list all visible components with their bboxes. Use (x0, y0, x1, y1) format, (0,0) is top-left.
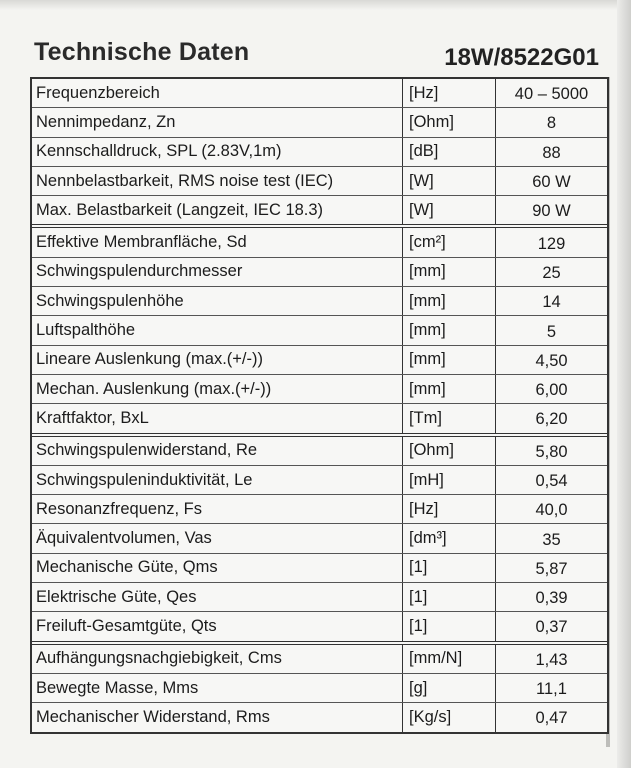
value-cell: 0,47 (535, 709, 568, 728)
value-cell: 8 (546, 114, 557, 133)
page-title: Technische Daten (34, 38, 250, 66)
spec-table (30, 77, 609, 734)
page-top-edge (0, 0, 631, 10)
value-cell: 25 (542, 263, 561, 282)
spec-group (32, 433, 607, 641)
table-row (32, 645, 607, 673)
parameter-cell: Schwingspuleninduktivität, Le (32, 466, 403, 494)
unit-cell: [Kg/s] (403, 703, 496, 731)
table-row (32, 107, 607, 136)
parameter-cell: Kraftfaktor, BxL (32, 404, 403, 432)
value-cell: 129 (537, 234, 566, 253)
spec-group (32, 79, 607, 224)
table-row (32, 702, 607, 731)
unit-cell: [W] (403, 196, 496, 224)
table-row (32, 437, 607, 465)
spec-group (32, 641, 607, 732)
parameter-cell: Äquivalentvolumen, Vas (32, 524, 403, 552)
unit-cell: [g] (403, 674, 496, 702)
unit-cell: [mm] (403, 287, 496, 315)
value-cell: 88 (542, 143, 561, 162)
unit-cell: [Ohm] (403, 437, 496, 465)
value-cell: 60 W (532, 173, 571, 192)
table-row (32, 228, 607, 256)
spec-group (32, 224, 607, 432)
unit-cell: [Tm] (403, 404, 496, 432)
value-cell: 0,37 (535, 618, 568, 637)
parameter-cell: Bewegte Masse, Mms (32, 674, 403, 702)
table-row (32, 195, 607, 224)
value-cell: 5 (546, 322, 557, 341)
unit-cell: [mm/N] (403, 645, 496, 673)
table-row (32, 465, 607, 494)
parameter-cell: Mechan. Auslenkung (max.(+/-)) (32, 375, 403, 403)
value-cell: 1,43 (535, 650, 568, 669)
value-cell: 6,00 (535, 381, 568, 400)
parameter-cell: Schwingspulendurchmesser (32, 258, 403, 286)
unit-cell: [Hz] (403, 495, 496, 523)
parameter-cell: Max. Belastbarkeit (Langzeit, IEC 18.3) (32, 196, 403, 224)
unit-cell: [dm³] (403, 524, 496, 552)
unit-cell: [dB] (403, 138, 496, 166)
unit-cell: [Hz] (403, 79, 496, 107)
parameter-cell: Nennimpedanz, Zn (32, 108, 403, 136)
value-cell: 5,80 (535, 442, 568, 461)
parameter-cell: Lineare Auslenkung (max.(+/-)) (32, 346, 403, 374)
unit-cell: [mm] (403, 316, 496, 344)
unit-cell: [mm] (403, 375, 496, 403)
unit-cell: [mH] (403, 466, 496, 494)
parameter-cell: Aufhängungsnachgiebigkeit, Cms (32, 645, 403, 673)
table-row (32, 553, 607, 582)
value-cell: 40,0 (535, 501, 568, 520)
parameter-cell: Nennbelastbarkeit, RMS noise test (IEC) (32, 167, 403, 195)
table-row (32, 345, 607, 374)
table-row (32, 137, 607, 166)
unit-cell: [cm²] (403, 228, 496, 256)
table-row (32, 374, 607, 403)
table-row (32, 582, 607, 611)
parameter-cell: Freiluft-Gesamtgüte, Qts (32, 612, 403, 640)
value-cell: 6,20 (535, 410, 568, 429)
unit-cell: [1] (403, 612, 496, 640)
parameter-cell: Frequenzbereich (32, 79, 403, 107)
table-row (32, 79, 607, 107)
parameter-cell: Mechanische Güte, Qms (32, 554, 403, 582)
table-row (32, 315, 607, 344)
value-cell: 90 W (532, 202, 571, 221)
value-cell: 11,1 (536, 680, 567, 699)
table-row (32, 494, 607, 523)
unit-cell: [W] (403, 167, 496, 195)
value-cell: 4,50 (535, 351, 568, 370)
spec-header (34, 38, 599, 72)
parameter-cell: Effektive Membranfläche, Sd (32, 228, 403, 256)
parameter-cell: Kennschalldruck, SPL (2.83V,1m) (32, 138, 403, 166)
parameter-cell: Schwingspulenwiderstand, Re (32, 437, 403, 465)
value-cell: 0,39 (535, 589, 568, 608)
parameter-cell: Resonanzfrequenz, Fs (32, 495, 403, 523)
value-cell: 40 – 5000 (514, 85, 589, 104)
unit-cell: [mm] (403, 346, 496, 374)
unit-cell: [1] (403, 583, 496, 611)
unit-cell: [1] (403, 554, 496, 582)
page-right-edge (617, 0, 631, 768)
parameter-cell: Schwingspulenhöhe (32, 287, 403, 315)
table-row (32, 673, 607, 702)
unit-cell: [Ohm] (403, 108, 496, 136)
table-row (32, 403, 607, 432)
value-cell: 0,54 (535, 472, 568, 490)
table-row (32, 166, 607, 195)
table-row (32, 611, 607, 640)
value-cell: 35 (542, 530, 561, 549)
unit-cell: [mm] (403, 258, 496, 286)
parameter-cell: Mechanischer Widerstand, Rms (32, 703, 403, 731)
table-row (32, 257, 607, 286)
table-row (32, 523, 607, 552)
parameter-cell: Elektrische Güte, Qes (32, 583, 403, 611)
value-cell: 5,87 (535, 559, 568, 578)
value-cell: 14 (542, 293, 561, 312)
parameter-cell: Luftspalthöhe (32, 316, 403, 344)
table-row (32, 286, 607, 315)
model-number: 18W/8522G01 (444, 44, 599, 71)
